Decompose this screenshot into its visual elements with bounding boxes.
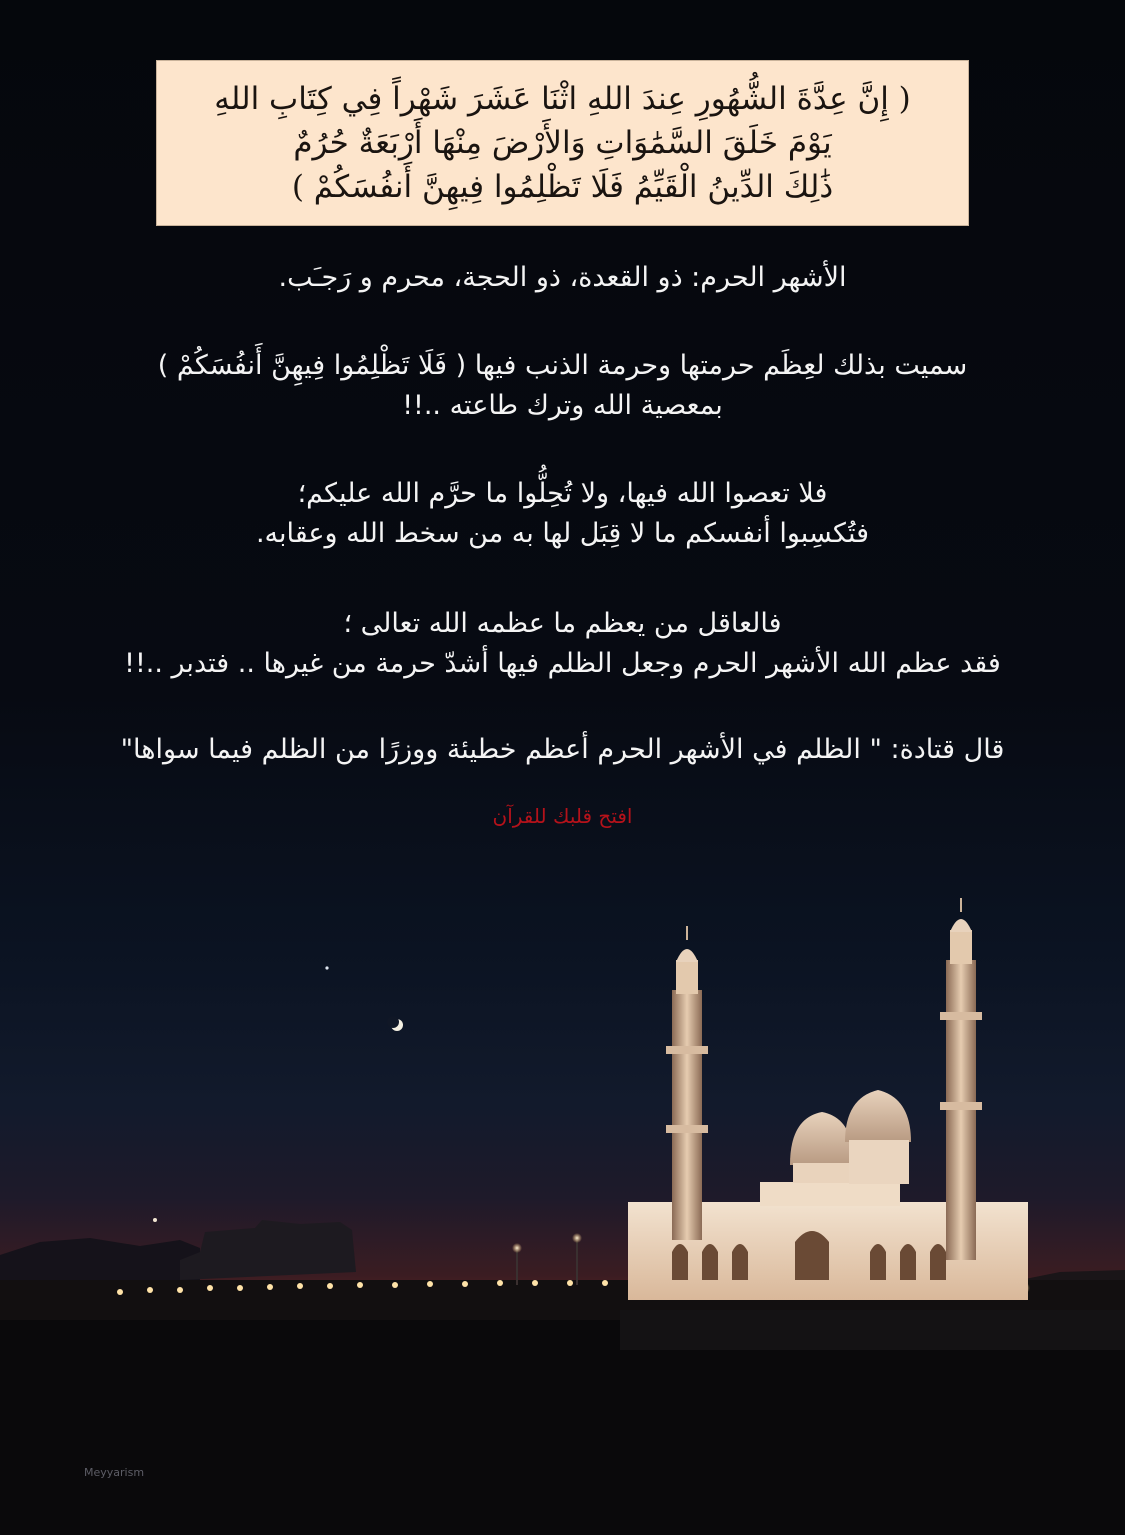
crescent-moon-icon <box>387 1016 403 1031</box>
text-line: فالعاقل من يعظم ما عظمه الله تعالى ؛ <box>343 608 782 639</box>
wisdom-paragraph <box>30 604 1095 684</box>
mosque-night-photo <box>0 880 1125 1535</box>
star-icon <box>153 1218 157 1222</box>
fort-silhouette <box>180 1220 356 1280</box>
text-line: بمعصية الله وترك طاعته ..!! <box>402 390 723 421</box>
verse-line-3: ذَٰلِكَ الدِّينُ الْقَيِّمُ فَلَا تَظْلِمُوا فِيهِنَّ أَنفُسَكُمْ ) <box>291 169 834 205</box>
warning-paragraph <box>30 474 1095 554</box>
watermark-text: Meyyarism <box>84 1466 145 1479</box>
text-line: قال قتادة: " الظلم في الأشهر الحرم أعظم خطيئة ووزرًا من الظلم فيما سواها" <box>120 734 1005 765</box>
dome <box>845 1090 911 1142</box>
signature-text: افتح قلبك للقرآن <box>492 804 633 828</box>
fence <box>620 1310 1125 1350</box>
text-line: الأشهر الحرم: ذو القعدة، ذو الحجة، محرم و رَجـَب. <box>278 262 847 293</box>
foreground-ground <box>0 1320 1125 1535</box>
mosque <box>628 898 1028 1300</box>
qatada-quote <box>30 730 1095 770</box>
sacred-months-list <box>30 258 1095 298</box>
text-line: فلا تعصوا الله فيها، ولا تُحِلُّوا ما حرَّم الله عليكم؛ <box>297 478 828 509</box>
quran-verse-box <box>156 60 969 226</box>
text-line: فتُكسِبوا أنفسكم ما لا قِبَل لها به من سخط الله وعقابه. <box>255 518 870 549</box>
verse-line-1: ( إِنَّ عِدَّةَ الشُّهُورِ عِندَ اللهِ اثْنَا عَشَرَ شَهْراً فِي كِتَابِ اللهِ <box>214 81 911 117</box>
naming-paragraph <box>30 346 1095 426</box>
dome <box>790 1112 854 1165</box>
star-icon <box>325 966 328 969</box>
text-line: سميت بذلك لعِظَم حرمتها وحرمة الذنب فيها ( فَلَا تَظْلِمُوا فِيهِنَّ أَنفُسَكُمْ ) <box>157 350 968 381</box>
verse-line-2: يَوْمَ خَلَقَ السَّمَٰوَاتِ وَالأَرْضَ مِنْهَا أَرْبَعَةٌ حُرُمٌ <box>293 125 832 161</box>
text-line: فقد عظم الله الأشهر الحرم وجعل الظلم فيها أشدّ حرمة من غيرها .. فتدبر ..!! <box>124 648 1001 679</box>
